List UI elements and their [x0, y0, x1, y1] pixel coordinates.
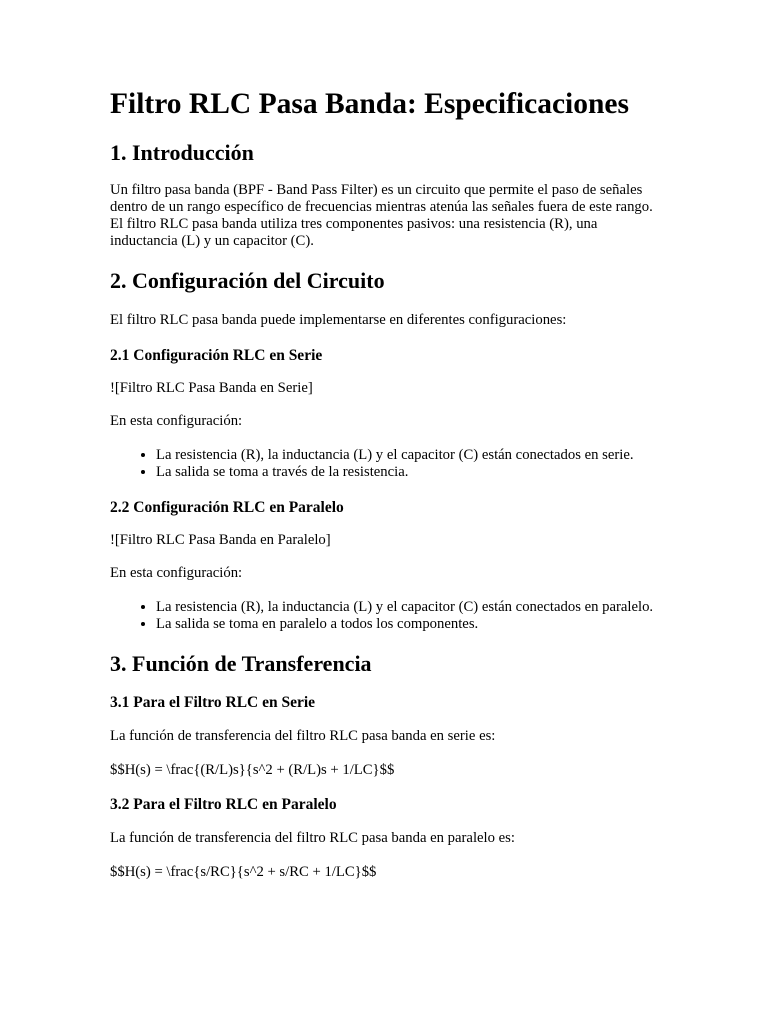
transfer-paralelo-paragraph: La función de transferencia del filtro RLC pasa banda en paralelo es:	[110, 830, 515, 846]
serie-image-reference: ![Filtro RLC Pasa Banda en Serie]	[110, 380, 313, 396]
serie-bullet-list	[110, 447, 658, 481]
subsection-transfer-serie-heading: 3.1 Para el Filtro RLC en Serie	[110, 694, 316, 711]
section-intro-heading: 1. Introducción	[110, 140, 254, 165]
subsection-paralelo-heading: 2.2 Configuración RLC en Paralelo	[110, 499, 344, 516]
subsection-serie-heading: 2.1 Configuración RLC en Serie	[110, 347, 323, 364]
intro-paragraph: Un filtro pasa banda (BPF - Band Pass Filter) es un circuito que permite el paso de señales dentro de un rango específico de frecuencias mientras atenúa las señales fuera de este rango. El filtro RLC pasa banda utiliza tres componentes pasivos: una resistencia (R), una inductancia (L) y un capacitor (C).	[110, 182, 653, 249]
paralelo-lead-text: En esta configuración:	[110, 565, 243, 581]
transfer-serie-formula: $$H(s) = \frac{(R/L)s}{s^2 + (R/L)s + 1/LC}$$	[110, 762, 395, 778]
section-transfer-heading: 3. Función de Transferencia	[110, 651, 372, 676]
transfer-paralelo-formula: $$H(s) = \frac{s/RC}{s^2 + s/RC + 1/LC}$$	[110, 864, 377, 880]
section-config-heading: 2. Configuración del Circuito	[110, 268, 385, 293]
serie-lead-text: En esta configuración:	[110, 413, 243, 429]
paralelo-bullet-list	[110, 599, 658, 633]
paralelo-image-reference: ![Filtro RLC Pasa Banda en Paralelo]	[110, 532, 331, 548]
subsection-transfer-paralelo-heading: 3.2 Para el Filtro RLC en Paralelo	[110, 796, 337, 813]
config-paragraph: El filtro RLC pasa banda puede implementarse en diferentes configuraciones:	[110, 312, 567, 328]
list-item: • La salida se toma en paralelo a todos los componentes.	[156, 616, 658, 633]
list-item: • La salida se toma a través de la resistencia.	[156, 464, 658, 481]
transfer-serie-paragraph: La función de transferencia del filtro RLC pasa banda en serie es:	[110, 728, 496, 744]
list-item: • La resistencia (R), la inductancia (L) y el capacitor (C) están conectados en serie.	[156, 447, 658, 464]
list-item: • La resistencia (R), la inductancia (L) y el capacitor (C) están conectados en paralelo.	[156, 599, 658, 616]
document-title: Filtro RLC Pasa Banda: Especificaciones	[110, 88, 629, 120]
